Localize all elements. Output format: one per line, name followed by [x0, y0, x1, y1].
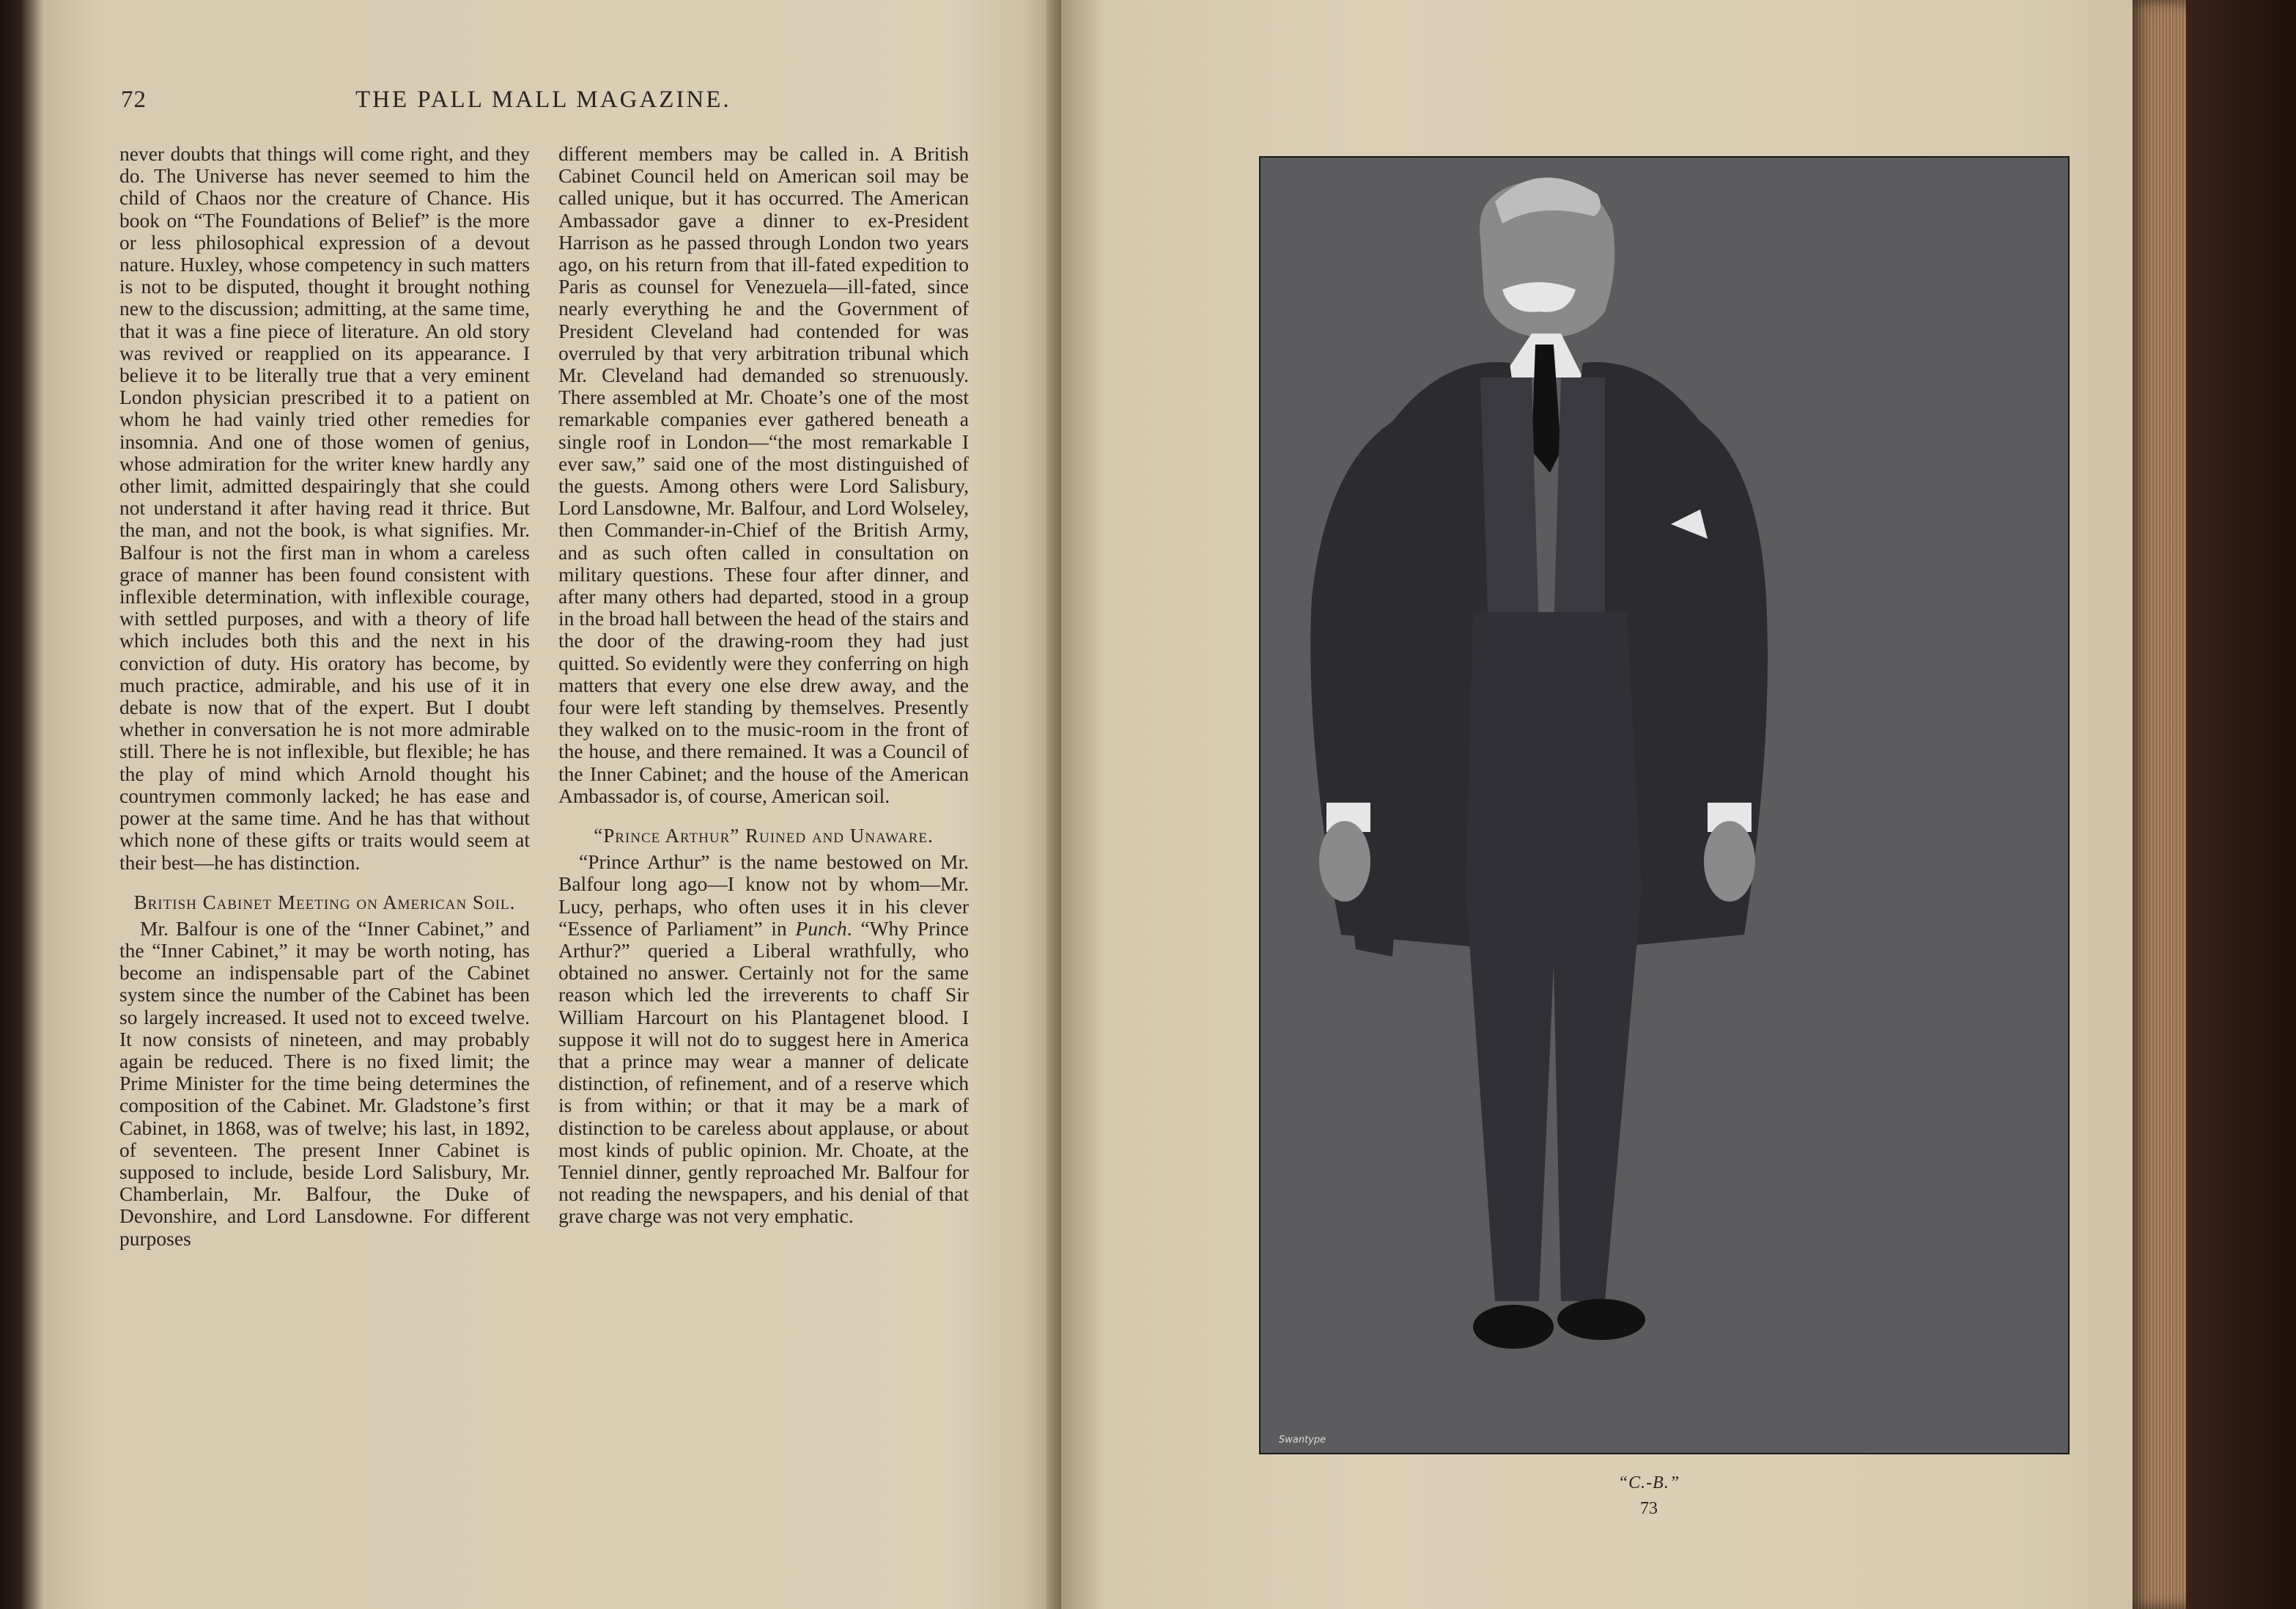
text-column-2	[558, 143, 969, 1228]
section-heading: British Cabinet Meeting on American Soil.	[133, 891, 516, 913]
paragraph	[558, 851, 969, 1227]
publication-title: Punch	[795, 916, 847, 940]
paragraph: Mr. Balfour is one of the “Inner Cabinet,” and the “Inner Cabinet,” it may be worth noting, has become an indispensable part of the Cabinet system since the number of the Cabinet has been so largely increased. It used not to exceed twelve. It now consists of nineteen, and may probably again be reduced. There is no fixed limit; the Prime Minister for the time being determines the composition of the Cabinet. Mr. Gladstone’s first Cabinet, in 1868, was of twelve; his last, in 1892, of seventeen. The present Inner Cabinet is supposed to include, beside Lord Salisbury, Mr. Chamberlain, Mr. Balfour, the Duke of Devonshire, and Lord Lansdowne. For different purposes	[119, 916, 530, 1250]
paragraph-text: . “Why Prince Arthur?” queried a Liberal wrathfully, who obtained no answer. Certainly not for the same reason which led the irreverents to chaff Sir William Harcourt on his Plantagenet blood. I suppose it will not do to suggest here in America that a prince may wear a manner of delicate distinction, of refinement, and of a reserve which is from within; or that it may be a mark of distinction to be careless about applause, or about most kinds of public opinion. Mr. Choate, at the Tenniel dinner, gently reproached Mr. Balfour for not reading the newspapers, and his denial of that grave charge was not very emphatic.	[558, 916, 969, 1228]
engraver-mark: Swantype	[1279, 1435, 1326, 1446]
book-cover	[2186, 0, 2296, 1609]
page-number-left: 72	[121, 86, 147, 113]
section-heading: “Prince Arthur” Ruined and Unaware.	[594, 825, 934, 847]
plate-caption: “C.-B.”	[1617, 1473, 1680, 1492]
caricature-illustration	[1260, 158, 2068, 1453]
paragraph: different members may be called in. A British Cabinet Council held on American soil may be called unique, but it has occurred. The American Ambassador gave a dinner to ex-President Harrison as he passed through London two years ago, on his return from that ill-fated expedition to Paris as counsel for Venezuela—ill-fated, since nearly everything he and the Government of President Cleveland had contended for was overruled by that very arbitration tribunal which Mr. Cleveland had demanded so strenuously. There assembled at Mr. Choate’s one of the most remarkable companies ever gathered beneath a single roof in London—“the most remarkable I ever saw,” said one of the most distinguished of the guests. Among others were Lord Salisbury, Lord Lansdowne, Mr. Balfour, and Lord Wolseley, then Commander-in-Chief of the British Army, and as such often called in consultation on military questions. These four after dinner, and after many others had departed, stood in a group in the broad hall between the head of the stairs and the door of the drawing-room they had just quitted. So evidently were they conferring on high matters that every one else drew away, and the four were left standing by themselves. Presently they walked on to the music-room in the front of the house, and there remained. It was a Council of the Inner Cabinet; and the house of the American Ambassador is, of course, American soil.	[558, 142, 969, 807]
paragraph-text: “Prince Arthur” is the name bestowed on Mr. Balfour long ago—I know not by whom—Mr. Lucy, perhaps, who often uses it in his clever “Essence of Parliament” in	[558, 850, 969, 940]
text-column-1	[119, 143, 530, 1250]
caricature-plate	[1259, 156, 2070, 1454]
book-page-edges	[2133, 0, 2296, 1609]
page-number-right: 73	[1640, 1499, 1658, 1518]
running-title: THE PALL MALL MAGAZINE.	[355, 86, 731, 113]
paragraph: never doubts that things will come right, and they do. The Universe has never seemed to him the child of Chaos nor the creature of Chance. His book on “The Foundations of Belief” is the more or less philosophical expression of a devout nature. Huxley, whose competency in such matters is not to be disputed, thought it brought nothing new to the discussion; admitting, at the same time, that it was a fine piece of literature. An old story was revived or reapplied on its appearance. I believe it to be literally true that a very eminent London physician prescribed it to a patient on whom he had vainly tried other remedies for insomnia. And one of those women of genius, whose admiration for the writer knew hardly any other limit, admitted despairingly that she could not understand it after having read it thrice. But the man, and not the book, is what signifies. Mr. Balfour is not the first man in whom a careless grace of manner has been found consistent with inflexible determination, with inflexible courage, with settled purposes, and with a theory of life which includes both this and the next in his conviction of duty. His oratory has become, by much practice, admirable, and his use of it in debate is now that of the expert. But I doubt whether in conversation he is not more admirable still. There he is not inflexible, but flexible; he has the play of mind which Arnold thought his countrymen commonly lacked; he has ease and power at the same time. And he has that without which none of these gifts or traits would seem at their best—he has distinction.	[119, 142, 530, 874]
